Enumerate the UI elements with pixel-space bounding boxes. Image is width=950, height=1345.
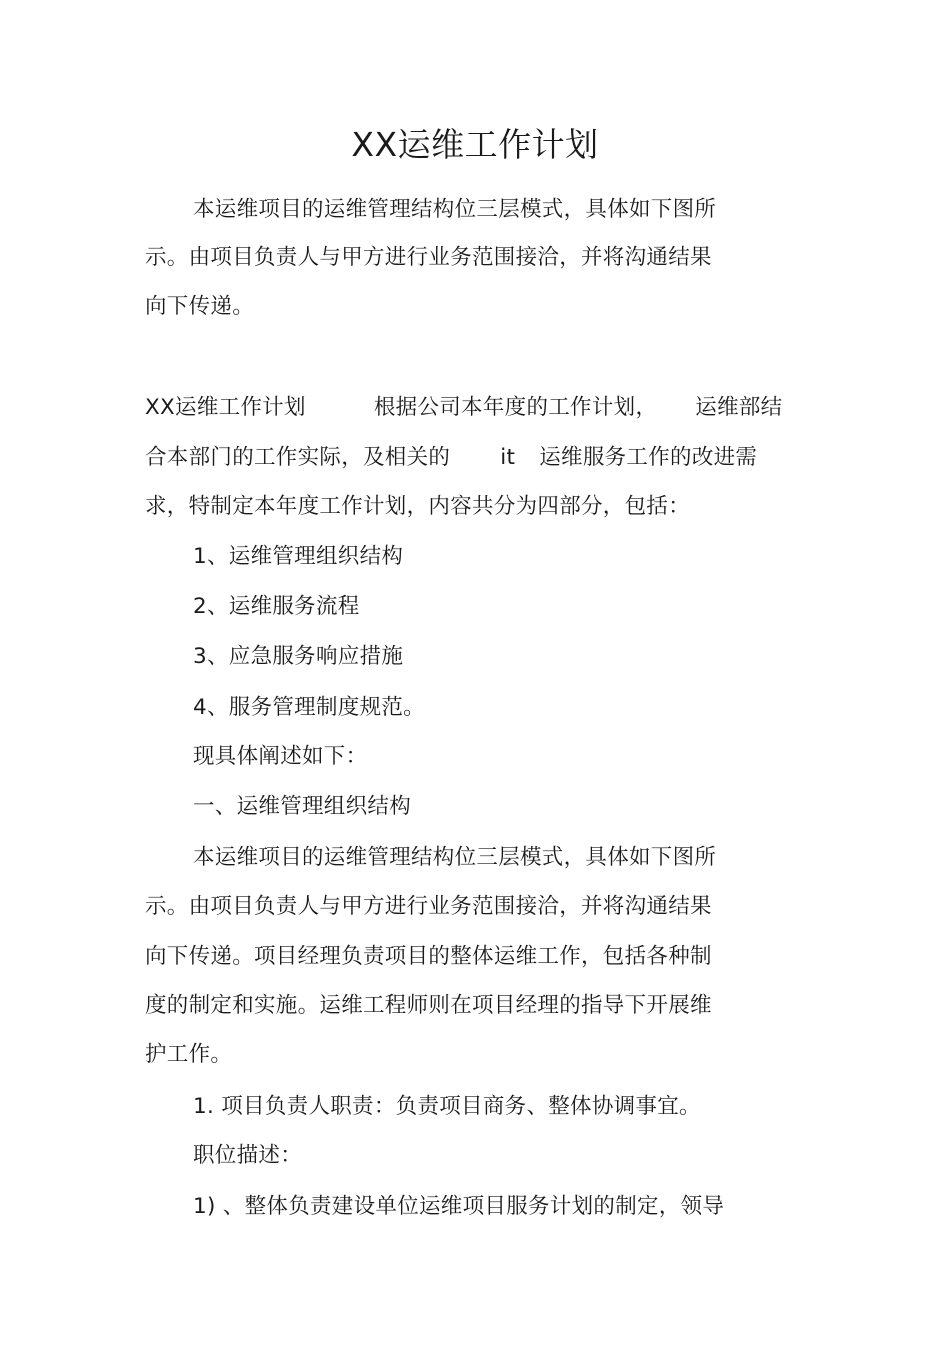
intro-line-1: 本运维项目的运维管理结构位三层模式，具体如下图所 <box>193 197 717 222</box>
summary-line-1 <box>145 393 782 423</box>
summary-line-3: 求，特制定本年度工作计划，内容共分为四部分，包括： <box>145 494 691 519</box>
section-1-line-3: 向下传递。项目经理负责项目的整体运维工作，包括各种制 <box>145 944 712 969</box>
section-1-line-1: 本运维项目的运维管理结构位三层模式，具体如下图所 <box>193 845 717 870</box>
document-title: XX运维工作计划 <box>351 125 599 164</box>
summary-line-1-part-3: 运维部结 <box>695 395 783 420</box>
toc-item-2: 2、运维服务流程 <box>193 594 360 619</box>
summary-line-2-part-2: it <box>500 445 516 470</box>
duty-item-1: 1) 、整体负责建设单位运维项目服务计划的制定，领导 <box>193 1194 725 1219</box>
section-1-heading: 一、运维管理组织结构 <box>193 794 412 819</box>
toc-item-3: 3、应急服务响应措施 <box>193 644 404 669</box>
toc-item-1: 1、运维管理组织结构 <box>193 544 404 569</box>
intro-line-3: 向下传递。 <box>145 294 255 319</box>
summary-line-1-part-1: XX运维工作计划 <box>145 395 306 420</box>
section-1-line-4: 度的制定和实施。运维工程师则在项目经理的指导下开展维 <box>145 993 712 1018</box>
summary-line-1-part-2: 根据公司本年度的工作计划， <box>373 395 658 420</box>
section-1-line-5: 护工作。 <box>145 1042 233 1067</box>
summary-line-2-part-3: 运维服务工作的改进需 <box>539 445 758 470</box>
section-1-line-2: 示。由项目负责人与甲方进行业务范围接洽，并将沟通结果 <box>145 894 712 919</box>
summary-line-2 <box>145 443 757 473</box>
intro-line-2: 示。由项目负责人与甲方进行业务范围接洽，并将沟通结果 <box>145 245 712 270</box>
position-description-label: 职位描述： <box>193 1143 303 1168</box>
responsibility-item-1: 1. 项目负责人职责：负责项目商务、整体协调事宜。 <box>193 1094 701 1119</box>
toc-item-4: 4、服务管理制度规范。 <box>193 695 425 720</box>
lead-text: 现具体阐述如下： <box>193 744 368 769</box>
summary-line-2-part-1: 合本部门的工作实际，及相关的 <box>145 445 451 470</box>
